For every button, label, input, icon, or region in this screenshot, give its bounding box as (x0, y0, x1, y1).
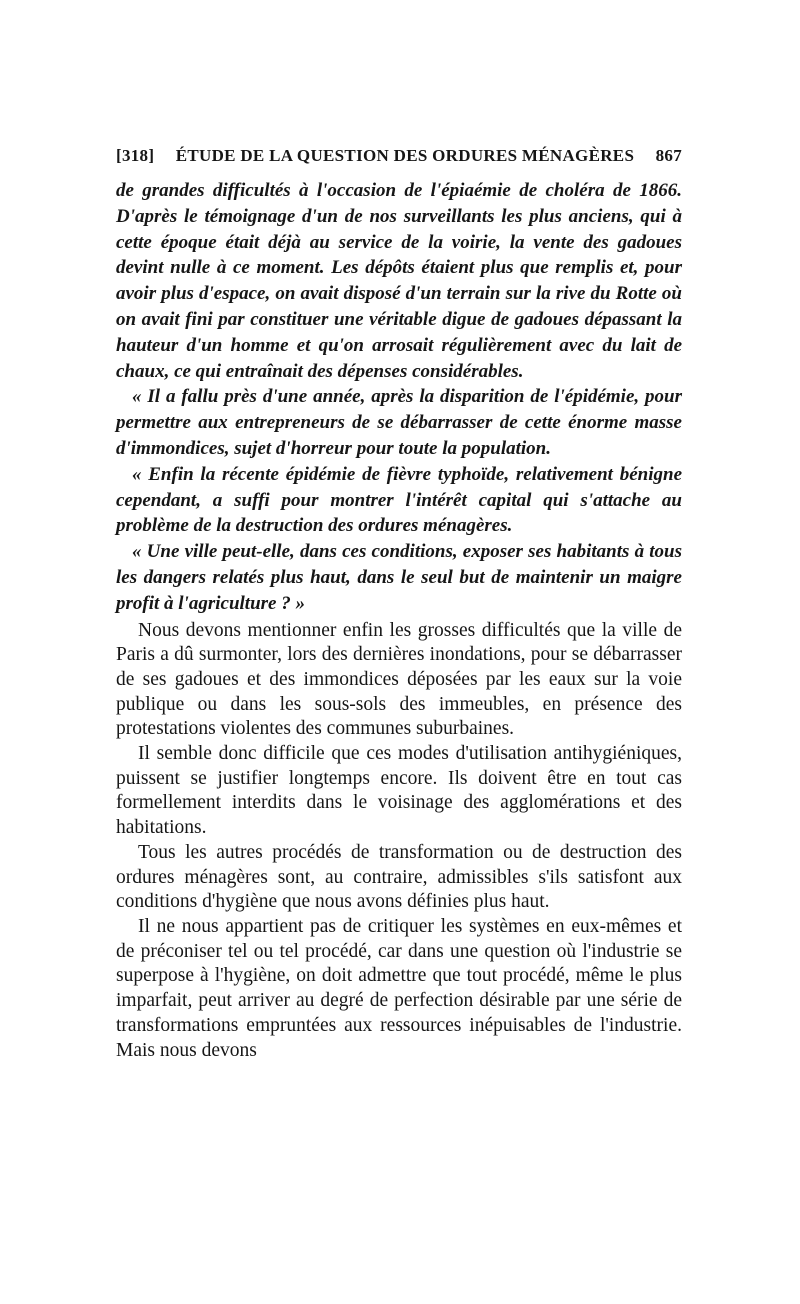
quote-paragraph: « Il a fallu près d'une année, après la disparition de l'épidémie, pour permettre aux entrepreneurs de se débarrasser de cette énorme masse d'immondices, sujet d'horreur pour toute la population. (116, 386, 682, 459)
body-paragraph: Il semble donc difficile que ces modes d'utilisation antihygiéniques, puissent se justifier longtemps encore. Ils doivent être en tout cas formellement interdits dans le voisinage des agglomérations et des habitations. (116, 743, 682, 839)
quote-paragraph: « Enfin la récente épidémie de fièvre typhoïde, relativement bénigne cependant, a suffi pour montrer l'intérêt capital qui s'attache au problème de la destruction des ordures ménagères. (116, 463, 682, 537)
body-paragraph: Tous les autres procédés de transformation ou de destruction des ordures ménagères sont, au contraire, admissibles s'ils satisfont aux conditions d'hygiène que nous avons définies plus haut. (116, 841, 682, 913)
body-text (116, 619, 682, 1064)
page-reference: [318] (116, 146, 155, 165)
body-paragraph: Nous devons mentionner enfin les grosses difficultés que la ville de Paris a dû surmonter, lors des dernières inondations, pour se débarrasser de ses gadoues et des immondices déposées par les eaux sur la voie publique ou dans les sous-sols des immeubles, en présence des protestations violentes des communes suburbaines. (116, 619, 682, 740)
running-title: ÉTUDE DE LA QUESTION DES ORDURES MÉNAGÈRES (175, 146, 635, 165)
page-number: 867 (655, 146, 682, 165)
quote-paragraph: de grandes difficultés à l'occasion de l'épiaémie de choléra de 1866. D'après le témoignage d'un de nos surveillants les plus anciens, qui à cette époque était déjà au service de la voirie, la vente des gadoues devint nulle à ce moment. Les dépôts étaient plus que remplis et, pour avoir plus d'espace, on avait disposé d'un terrain sur la rive du Rotte où on avait fini par constituer une véritable digue de gadoues dépassant la hauteur d'un homme et qu'on arrosait régulièrement avec du lait de chaux, ce qui entraînait des dépenses considérables. (116, 180, 682, 382)
quoted-passage (116, 178, 682, 617)
body-paragraph: Il ne nous appartient pas de critiquer les systèmes en eux-mêmes et de préconiser tel ou tel procédé, car dans une question où l'industrie se superpose à l'hygiène, on doit admettre que tout procédé, même le plus imparfait, peut arriver au degré de perfection désirable par une série de transformations empruntées aux ressources inépuisables de l'industrie. Mais nous devons (116, 915, 682, 1061)
quote-paragraph: « Une ville peut-elle, dans ces conditions, exposer ses habitants à tous les dangers relatés plus haut, dans le seul but de maintenir un maigre profit à l'agriculture ? » (116, 541, 682, 614)
document-page (116, 146, 682, 1063)
running-header (116, 146, 682, 172)
